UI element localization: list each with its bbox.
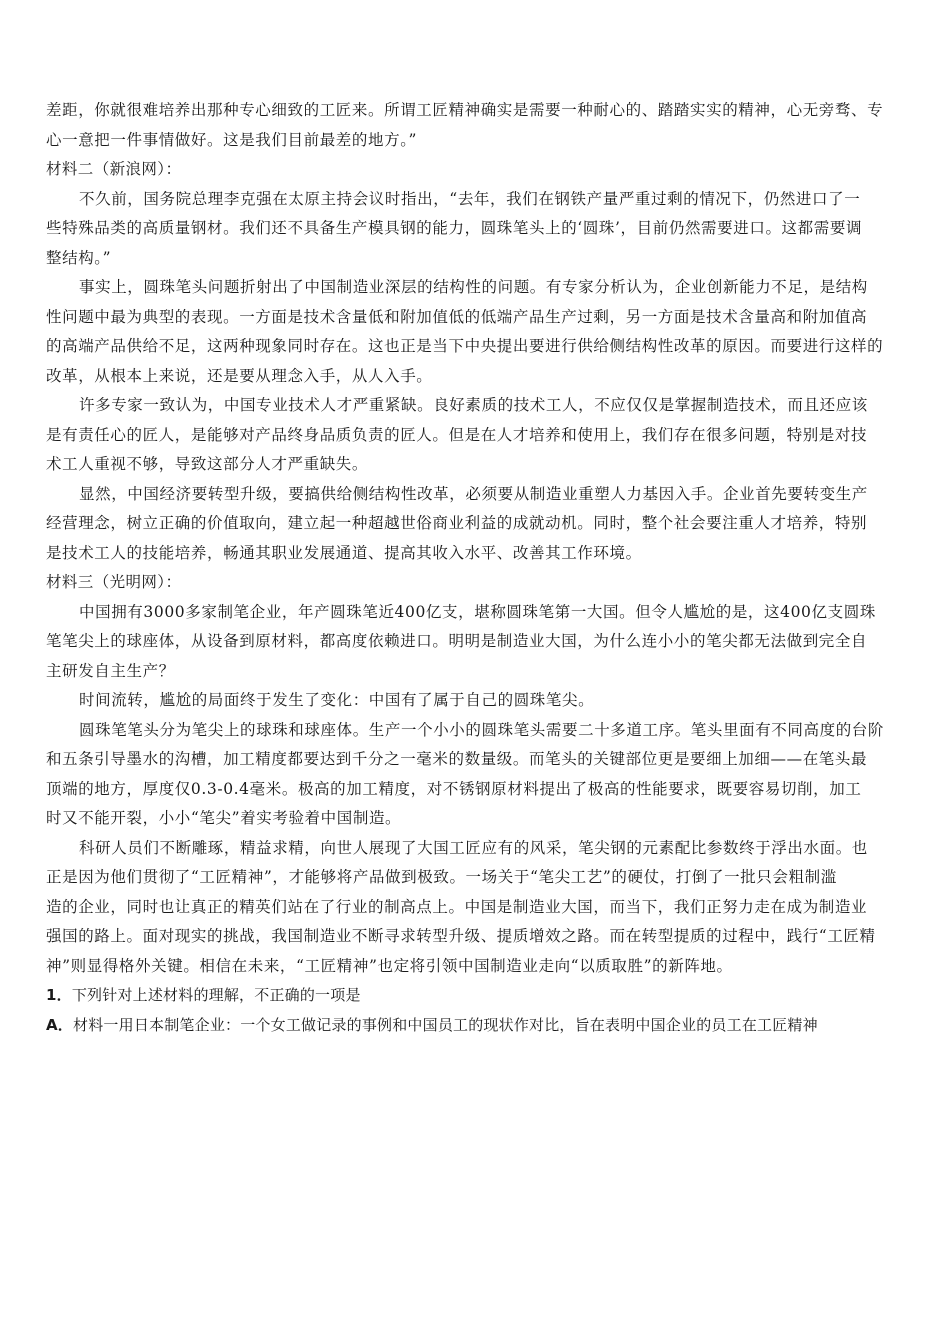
paragraph <box>46 273 904 391</box>
text-line: 是有责任心的匠人，是能够对产品终身品质负责的匠人。但是在人才培养和使用上，我们存在很多问题，特别是对技 <box>46 425 868 444</box>
text-line: 的高端产品供给不足，这两种现象同时存在。这也正是当下中央提出要进行供给侧结构性改革的原因。而要进行这样的 <box>46 337 884 355</box>
paragraph <box>46 716 904 834</box>
text-line: 整结构。” <box>46 248 112 267</box>
paragraph <box>46 598 904 687</box>
text-line: 事实上，圆珠笔头问题折射出了中国制造业深层的结构性的问题。有专家分析认为，企业创新能力不足，是结构 <box>79 278 868 296</box>
text-line: 经营理念，树立正确的价值取向，建立起一种超越世俗商业利益的成就动机。同时，整个社会要注重人才培养，特别 <box>46 514 868 532</box>
paragraph <box>46 391 904 480</box>
text-line: 神”则显得格外关键。相信在未来，“工匠精神”也定将引领中国制造业走向“以质取胜”的新阵地。 <box>46 956 733 975</box>
section-heading-material-3: 材料三（光明网）： <box>46 573 182 591</box>
document-page <box>46 96 904 1040</box>
option-text: 材料一用日本制笔企业：一个女工做记录的事例和中国员工的现状作对比，旨在表明中国企业的员工在工匠精神 <box>73 1015 818 1034</box>
text-line: 性问题中最为典型的表现。一方面是技术含量低和附加值低的低端产品生产过剩，另一方面是技术含量高和附加值高 <box>46 307 868 326</box>
paragraph <box>46 686 904 716</box>
text-line: 些特殊品类的高质量钢材。我们还不具备生产模具钢的能力，圆珠笔头上的‘圆珠’，目前仍然需要进口。这都需要调 <box>46 219 863 237</box>
text-line: 主研发自主生产？ <box>46 661 175 680</box>
text-line: 中国拥有3000多家制笔企业，年产圆珠笔近400亿支，堪称圆珠笔第一大国。但令人尴尬的是，这400亿支圆珠 <box>79 602 876 621</box>
text-line: 差距，你就很难培养出那种专心细致的工匠来。所谓工匠精神确实是需要一种耐心的、踏踏实实的精神，心无旁骛、专 <box>46 101 884 119</box>
text-line: 顶端的地方，厚度仅0.3-0.4毫米。极高的加工精度，对不锈钢原材料提出了极高的性能要求，既要容易切削，加工 <box>46 779 862 798</box>
text-line: 科研人员们不断雕琢，精益求精，向世人展现了大国工匠应有的风采，笔尖钢的元素配比参数终于浮出水面。也 <box>79 838 868 857</box>
text-line: 改革，从根本上来说，还是要从理念入手，从人入手。 <box>46 366 433 385</box>
paragraph <box>46 480 904 569</box>
text-line: 许多专家一致认为，中国专业技术人才严重紧缺。良好素质的技术工人，不应仅仅是掌握制造技术，而且还应该 <box>79 396 868 414</box>
option-label: A． <box>46 1015 74 1034</box>
text-line: 圆珠笔笔头分为笔尖上的球珠和球座体。生产一个小小的圆珠笔头需要二十多道工序。笔头里面有不同高度的台阶 <box>79 720 885 739</box>
text-line: 和五条引导墨水的沟槽，加工精度都要达到千分之一毫米的数量级。而笔头的关键部位更是要细上加细——在笔头最 <box>46 750 868 768</box>
text-line: 笔笔尖上的球座体，从设备到原材料，都高度依赖进口。明明是制造业大国，为什么连小小的笔尖都无法做到完全自 <box>46 632 868 650</box>
text-line: 术工人重视不够，导致这部分人才严重缺失。 <box>46 455 369 473</box>
section-heading-material-2: 材料二（新浪网）： <box>46 160 182 178</box>
paragraph <box>46 834 904 982</box>
text-line: 造的企业，同时也让真正的精英们站在了行业的制高点上。中国是制造业大国，而当下，我们正努力走在成为制造业 <box>46 897 868 916</box>
paragraph <box>46 185 904 274</box>
option-a <box>46 1011 904 1041</box>
question-1 <box>46 981 904 1011</box>
question-text: 下列针对上述材料的理解，不正确的一项是 <box>71 986 361 1004</box>
text-line: 不久前，国务院总理李克强在太原主持会议时指出，“去年，我们在钢铁产量严重过剩的情况下，仍然进口了一 <box>79 189 861 208</box>
text-line: 时间流转，尴尬的局面终于发生了变化：中国有了属于自己的圆珠笔尖。 <box>79 691 595 709</box>
text-line: 时又不能开裂，小小“笔尖”着实考验着中国制造。 <box>46 809 402 827</box>
text-line: 心一意把一件事情做好。这是我们目前最差的地方。” <box>46 130 418 149</box>
text-line: 正是因为他们贯彻了“工匠精神”，才能够将产品做到极致。一场关于“笔尖工艺”的硬仗，打倒了一批只会粗制滥 <box>46 868 837 886</box>
paragraph <box>46 96 904 155</box>
text-line: 显然，中国经济要转型升级，要搞供给侧结构性改革，必须要从制造业重塑人力基因入手。企业首先要转变生产 <box>79 484 868 503</box>
text-line: 是技术工人的技能培养，畅通其职业发展通道、提高其收入水平、改善其工作环境。 <box>46 543 642 562</box>
text-line: 强国的路上。面对现实的挑战，我国制造业不断寻求转型升级、提质增效之路。而在转型提质的过程中，践行“工匠精 <box>46 927 876 945</box>
question-number: 1． <box>46 986 72 1004</box>
